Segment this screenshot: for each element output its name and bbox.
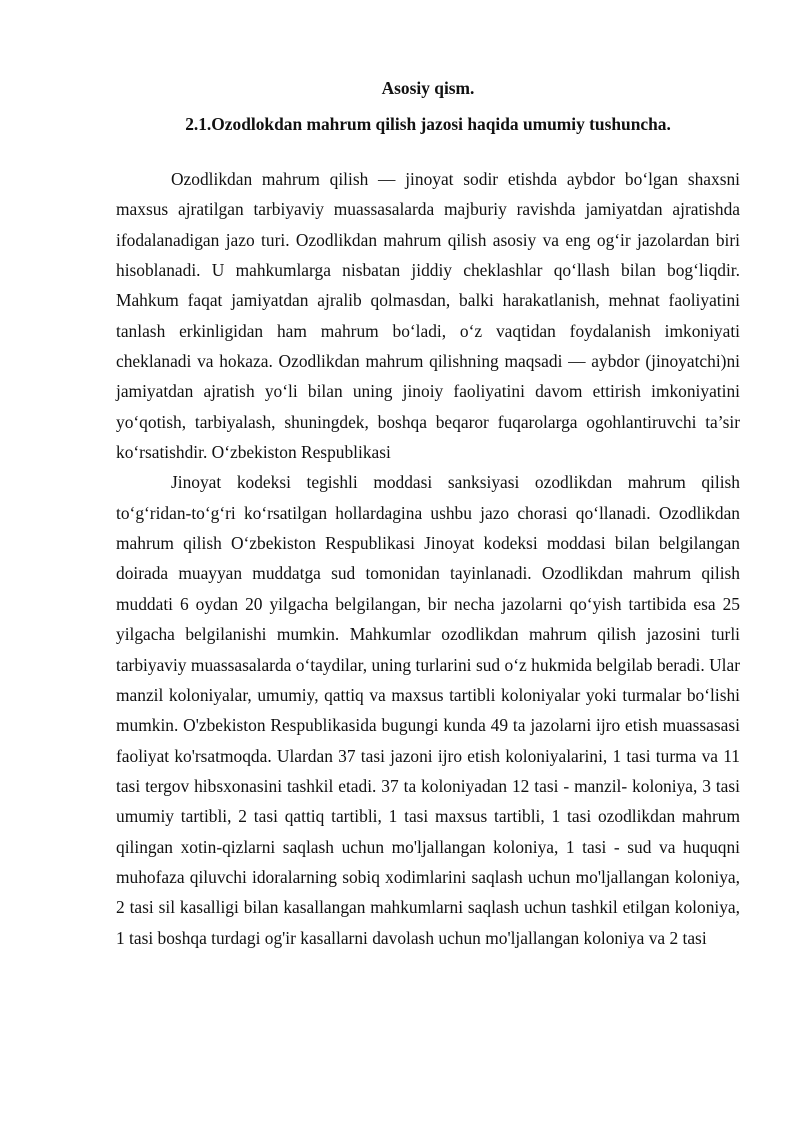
paragraph-1: Ozodlikdan mahrum qilish — jinoyat sodir etishda aybdor bo‘lgan shaxsni maxsus ajratilgan tarbiyaviy muassasalarda majburiy ravishda jamiyatdan ajratishda ifodalanadigan jazo turi. Ozodlikdan mahrum qilish asosiy va eng og‘ir jazolardan biri hisoblanadi. U mahkumlarga nisbatan jiddiy cheklashlar qo‘llash bilan bog‘liqdir. Mahkum faqat jamiyatdan ajralib qolmasdan, balki harakatlanish, mehnat faoliyatini tanlash erkinligidan ham mahrum bo‘ladi, o‘z vaqtidan foydalanish imkoniyati cheklanadi va hokaza. Ozodlikdan mahrum qilishning maqsadi — aybdor (jinoyatchi)ni jamiyatdan ajratish yo‘li bilan uning jinoiy faoliyatini davom ettirish imkoniyatini yo‘qotish, tarbiyalash, shuningdek, boshqa beqaror fuqarolarga ogohlantiruvchi ta’sir ko‘rsatishdir. O‘zbekiston Respublikasi — [116, 169, 740, 463]
heading-spacer — [116, 139, 740, 164]
document-body — [116, 66, 740, 953]
section-heading: 2.1.Ozodlokdan mahrum qilish jazosi haqida umumiy tushuncha. — [185, 114, 671, 134]
paragraph-2: Jinoyat kodeksi tegishli moddasi sanksiyasi ozodlikdan mahrum qilish to‘g‘ridan-to‘g‘ri ko‘rsatilgan hollardagina ushbu jazo chorasi qo‘llanadi. Ozodlikdan mahrum qilish O‘zbekiston Respublikasi Jinoyat kodeksi moddasi bilan belgilangan doirada muayyan muddatga sud tomonidan tayinlanadi. Ozodlikdan mahrum qilish muddati 6 oydan 20 yilgacha belgilangan, bir necha jazolarni qo‘yish tartibida esa 25 yilgacha belgilanishi mumkin. Mahkumlar ozodlikdan mahrum qilish jazosini turli tarbiyaviy muassasalarda o‘taydilar, uning turlarini sud o‘z hukmida belgilab beradi. Ular manzil koloniyalar, umumiy, qattiq va maxsus tartibli koloniyalar yoki turmalar bo‘lishi mumkin. O'zbekiston Respublikasida bugungi kunda 49 ta jazolarni ijro etish muassasasi faoliyat ko'rsatmoqda. Ulardan 37 tasi jazoni ijro etish koloniyalarini, 1 tasi turma va 11 tasi tergov hibsxonasini tashkil etadi. 37 ta koloniyadan 12 tasi - manzil- koloniya, 3 tasi umumiy tartibli, 2 tasi qattiq tartibli, 1 tasi maxsus tartibli, 1 tasi ozodlikdan mahrum qilingan xotin-qizlarni saqlash uchun mo'ljallangan koloniya, 1 tasi - sud va huquqni muhofaza qiluvchi idoralarning sobiq xodimlarini saqlash uchun mo'ljallangan koloniya, 2 tasi sil kasalligi bilan kasallangan mahkumlarni saqlash uchun tashkil etilgan koloniya, 1 tasi boshqa turdagi og'ir kasallarni davolash uchun mo'ljallangan koloniya va 2 tasi — [116, 472, 740, 948]
main-heading: Asosiy qism. — [381, 78, 475, 98]
